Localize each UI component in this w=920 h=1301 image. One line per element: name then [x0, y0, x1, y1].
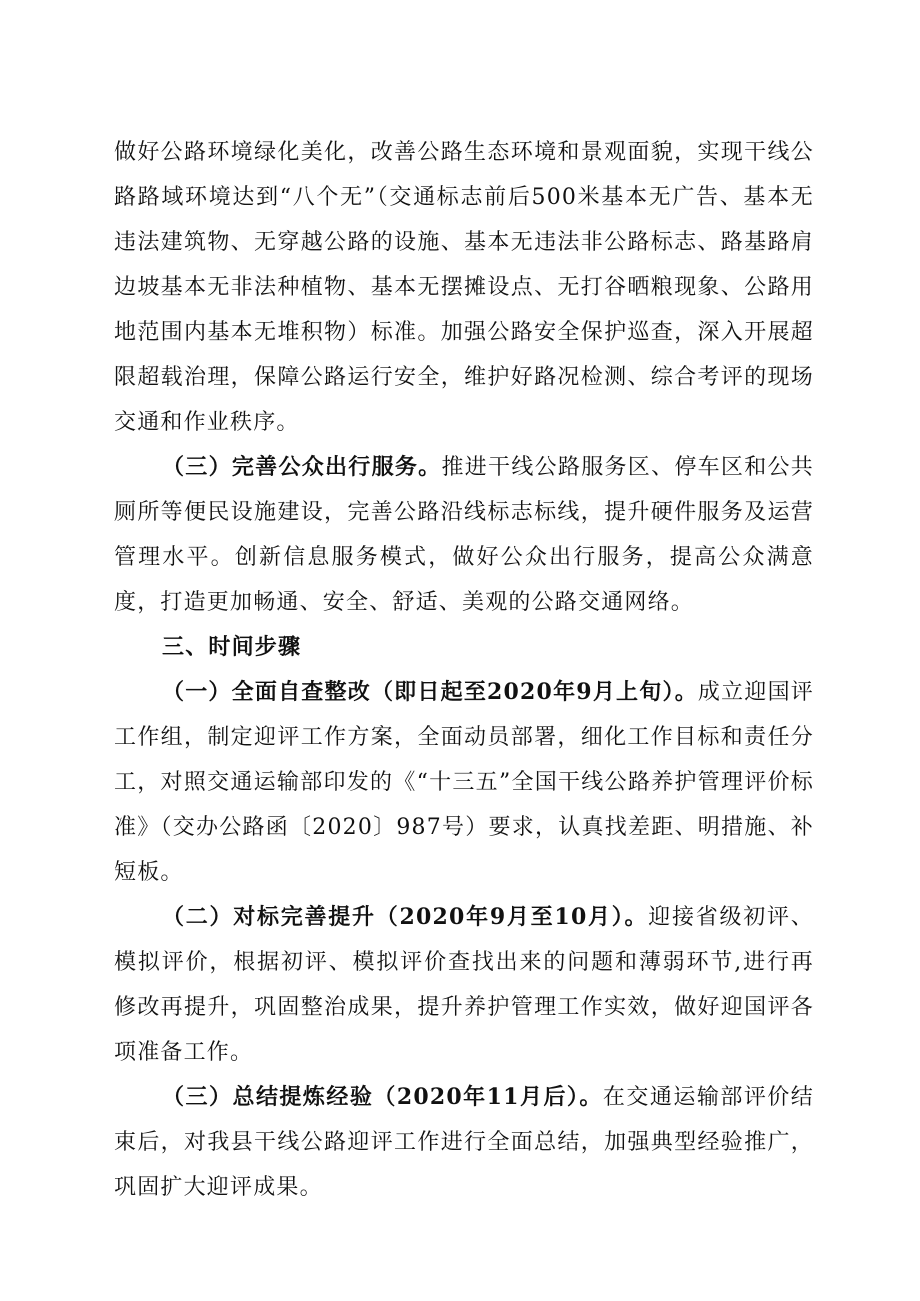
paragraph-improvement — [114, 895, 814, 1075]
paragraph-text: 做好公路环境绿化美化，改善公路生态环境和景观面貌，实现干线公路路域环境达到“八个无”（交通标志前后500米基本无广告、基本无违法建筑物、无穿越公路的设施、基本无违法非公路标志、路基路肩边坡基本无非法种植物、基本无摆摊设点、无打谷晒粮现象、公路用地范围内基本无堆积物）标准。加强公路安全保护巡查，深入开展超限超载治理，保障公路运行安全，维护好路况检测、综合考评的现场交通和作业秩序。 — [114, 140, 814, 435]
paragraph-self-check — [114, 670, 814, 895]
section-heading-time-steps: 三、时间步骤 — [162, 634, 302, 660]
paragraph-environment — [114, 130, 814, 445]
paragraph-text: 推进干线公路服务区、停车区和公共厕所等便民设施建设，完善公路沿线标志标线，提升硬件服务及运营管理水平。创新信息服务模式，做好公众出行服务，提高公众满意度，打造更加畅通、安全、舒适、美观的公路交通网络。 — [114, 455, 814, 615]
paragraph-title: （三）完善公众出行服务。 — [162, 454, 442, 480]
paragraph-text: 在交通运输部评价结束后，对我县干线公路迎评工作进行全面总结，加强典型经验推广，巩固扩大迎评成果。 — [114, 1085, 814, 1200]
paragraph-title: （一）全面自查整改（即日起至2020年9月上旬）。 — [162, 679, 698, 705]
paragraph-text: 成立迎国评工作组，制定迎评工作方案，全面动员部署，细化工作目标和责任分工，对照交通运输部印发的《“十三五”全国干线公路养护管理评价标准》（交办公路函〔2020〕987号）要求，认真找差距、明措施、补短板。 — [114, 680, 814, 885]
document-body — [114, 130, 814, 1210]
paragraph-public-service — [114, 445, 814, 625]
paragraph-summary — [114, 1075, 814, 1210]
paragraph-title: （三）总结提炼经验（2020年11月后）。 — [162, 1084, 603, 1110]
paragraph-title: （二）对标完善提升（2020年9月至10月）。 — [162, 904, 649, 930]
paragraph-text: 迎接省级初评、模拟评价，根据初评、模拟评价查找出来的问题和薄弱环节,进行再修改再提升，巩固整治成果，提升养护管理工作实效，做好迎国评各项准备工作。 — [114, 905, 814, 1065]
